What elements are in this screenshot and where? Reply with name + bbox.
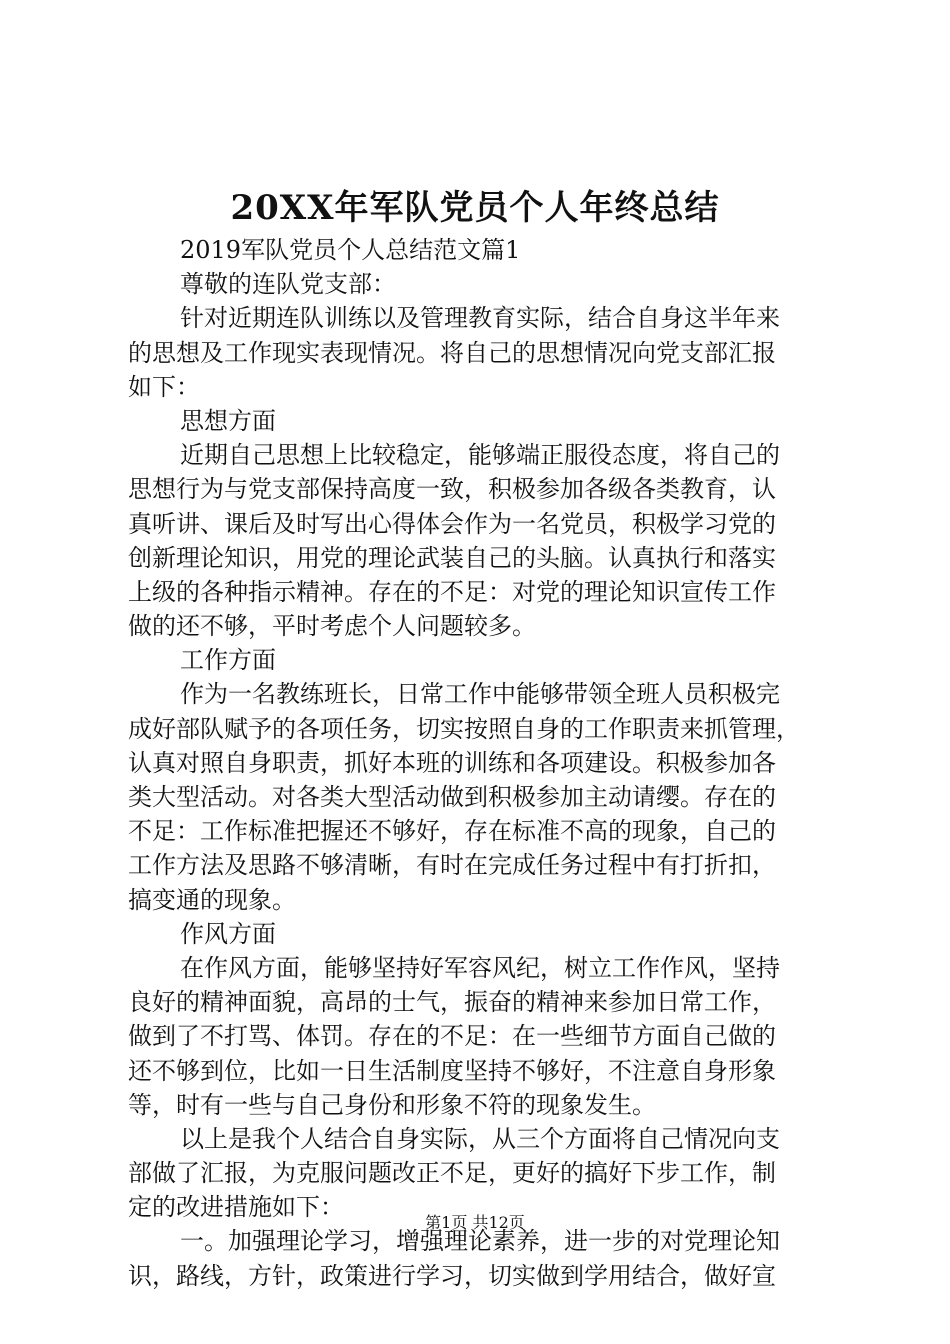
subsection-heading: 思想方面 — [180, 406, 276, 435]
body-line: 部做了汇报，为克服问题改正不足，更好的搞好下步工作，制 — [128, 1159, 776, 1188]
body-line: 一。加强理论学习，增强理论素养，进一步的对党理论知 — [180, 1227, 780, 1256]
body-line: 不足：工作标准把握还不够好，存在标准不高的现象，自己的 — [128, 817, 776, 846]
body-line: 的思想及工作现实表现情况。将自己的思想情况向党支部汇报 — [128, 338, 776, 367]
body-line: 上级的各种指示精神。存在的不足：对党的理论知识宣传工作 — [128, 577, 776, 606]
body-line: 还不够到位，比如一日生活制度坚持不够好，不注意自身形象 — [128, 1056, 776, 1085]
body-line: 定的改进措施如下： — [128, 1193, 344, 1222]
subsection-heading: 工作方面 — [180, 646, 276, 675]
document-body — [128, 233, 828, 1293]
body-line: 以上是我个人结合自身实际，从三个方面将自己情况向支 — [180, 1124, 780, 1153]
body-line: 创新理论知识，用党的理论武装自己的头脑。认真执行和落实 — [128, 543, 776, 572]
page-number-footer: 第1页 共12页 — [425, 1213, 525, 1232]
body-line: 搞变通的现象。 — [128, 885, 296, 914]
body-line: 针对近期连队训练以及管理教育实际，结合自身这半年来 — [180, 304, 780, 333]
salutation: 尊敬的连队党支部： — [180, 270, 396, 299]
body-line: 近期自己思想上比较稳定，能够端正服役态度，将自己的 — [180, 441, 780, 470]
body-line: 做到了不打骂、体罚。存在的不足：在一些细节方面自己做的 — [128, 1022, 776, 1051]
body-line: 等，时有一些与自己身份和形象不符的现象发生。 — [128, 1090, 656, 1119]
body-line: 作为一名教练班长，日常工作中能够带领全班人员积极完 — [180, 680, 780, 709]
body-line: 类大型活动。对各类大型活动做到积极参加主动请缨。存在的 — [128, 783, 776, 811]
section-heading: 2019军队党员个人总结范文篇1 — [180, 236, 521, 264]
subsection-heading: 作风方面 — [180, 919, 276, 948]
body-line: 工作方法及思路不够清晰，有时在完成任务过程中有打折扣， — [128, 851, 776, 880]
body-line: 在作风方面，能够坚持好军容风纪，树立工作作风，坚持 — [180, 953, 780, 982]
body-line: 做的还不够，平时考虑个人问题较多。 — [128, 612, 536, 641]
body-line: 真听讲、课后及时写出心得体会作为一名党员，积极学习党的 — [128, 509, 776, 538]
body-line: 识，路线，方针，政策进行学习，切实做到学用结合，做好宣 — [128, 1261, 776, 1290]
body-line: 如下： — [128, 372, 200, 401]
body-line: 认真对照自身职责，抓好本班的训练和各项建设。积极参加各 — [128, 748, 776, 777]
body-line: 思想行为与党支部保持高度一致，积极参加各级各类教育，认 — [128, 475, 776, 504]
document-title: 20XX年军队党员个人年终总结 — [230, 188, 720, 228]
body-line: 良好的精神面貌，高昂的士气，振奋的精神来参加日常工作， — [128, 988, 776, 1017]
body-line: 成好部队赋予的各项任务，切实按照自身的工作职责来抓管理， — [128, 714, 800, 743]
